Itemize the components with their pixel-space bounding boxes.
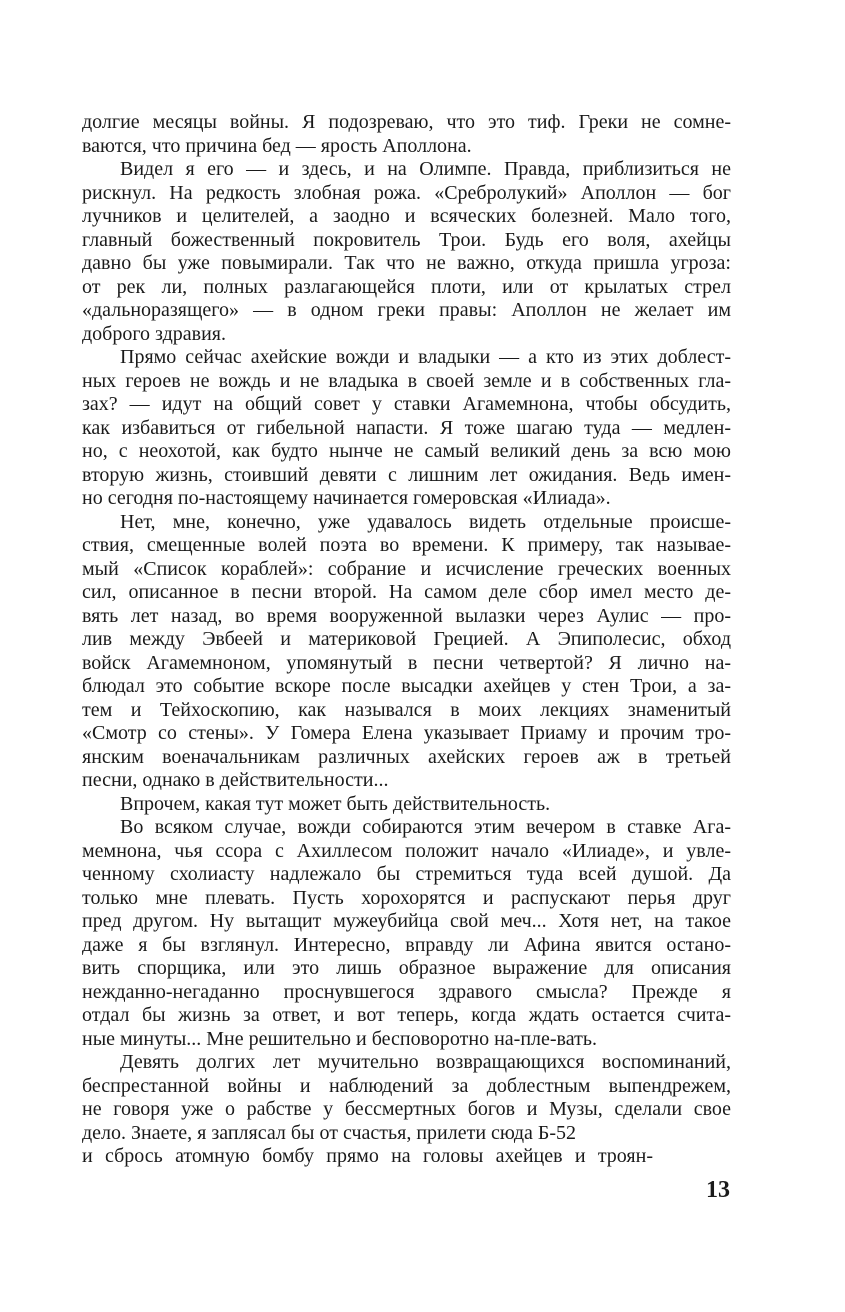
text-line: от рек ли, полных разлагающейся плоти, или от крылатых стрел	[82, 275, 731, 298]
text-line: блюдал это событие вскоре после высадки ахейцев у стен Трои, а за-	[82, 675, 731, 697]
text-line: и сбрось атомную бомбу прямо на головы ахейцев и троян-	[82, 1145, 653, 1167]
text-line: дело. Знаете, я заплясал бы от счастья, прилети сюда Б-52	[82, 1121, 577, 1144]
text-line: вять лет назад, во время вооруженной вылазки через Аулис — про-	[82, 604, 731, 627]
text-line: мемнона, чья ссора с Ахиллесом положит начало «Илиаде», и увле-	[82, 839, 731, 862]
text-line: Во всяком случае, вожди собираются этим вечером в ставке Ага-	[120, 816, 731, 838]
text-line: лучников и целителей, а заодно и всяческих болезней. Мало того,	[82, 205, 731, 227]
text-line: зах? — идут на общий совет у ставки Агамемнона, чтобы обсудить,	[82, 393, 731, 415]
text-line: вить спорщика, или это лишь образное выражение для описания	[82, 957, 731, 979]
text-line: рискнул. На редкость злобная рожа. «Сребролукий» Аполлон — бог	[82, 181, 731, 204]
text-line: ные минуты... Мне решительно и бесповоротно на-пле-вать.	[82, 1027, 597, 1050]
text-line: Девять долгих лет мучительно возвращающихся воспоминаний,	[120, 1051, 731, 1073]
text-line: «Смотр со стены». У Гомера Елена указывает Приаму и прочим тро-	[82, 722, 731, 744]
text-line: Видел я его — и здесь, и на Олимпе. Правда, приблизиться не	[120, 158, 731, 180]
text-line: тем и Тейхоскопию, как назывался в моих лекциях знаменитый	[82, 698, 731, 721]
text-line: Нет, мне, конечно, уже удавалось видеть отдельные происше-	[120, 510, 731, 533]
text-line: давно бы уже повымирали. Так что не важно, откуда пришла угроза:	[82, 252, 731, 274]
text-line: только мне плевать. Пусть хорохорятся и распускают перья друг	[82, 886, 731, 909]
text-line: нежданно-негаданно проснувшегося здравого смысла? Прежде я	[82, 980, 731, 1003]
text-line: но, с неохотой, как будто нынче не самый великий день за всю мою	[82, 440, 731, 462]
text-line: вторую жизнь, стоивший девяти с лишним лет ожидания. Ведь имен-	[82, 463, 731, 486]
text-line: долгие месяцы войны. Я подозреваю, что это тиф. Греки не сомне-	[82, 111, 731, 133]
text-line: ствия, смещенные волей поэта во времени. К примеру, так называе-	[82, 534, 731, 556]
text-line: Прямо сейчас ахейские вожди и владыки — а кто из этих доблест-	[120, 346, 731, 368]
text-line: ных героев не вождь и не владыка в своей земле и в собственных гла-	[82, 369, 731, 392]
text-line: не говоря уже о рабстве у бессмертных богов и Музы, сделали свое	[82, 1098, 731, 1120]
page-number: 13	[706, 1177, 730, 1203]
text-line: но сегодня по-настоящему начинается гомеровская «Илиада».	[82, 487, 611, 509]
text-line: войск Агамемноном, упомянутый в песни четвертой? Я лично на-	[82, 651, 731, 674]
text-line: «дальноразящего» — в одном греки правы: Аполлон не желает им	[82, 299, 731, 321]
text-line: как избавиться от гибельной напасти. Я тоже шагаю туда — медлен-	[82, 416, 731, 439]
text-line: сил, описанное в песни второй. На самом деле сбор имел место де-	[82, 581, 731, 603]
text-line: пред другом. Ну вытащит мужеубийца свой меч... Хотя нет, на такое	[82, 910, 731, 932]
text-line: янским военачальникам различных ахейских героев аж в третьей	[82, 745, 731, 768]
text-line: даже я бы взглянул. Интересно, вправду ли Афина явится останo-	[82, 933, 731, 956]
text-line: лив между Эвбеей и материковой Грецией. А Эпиполесис, обход	[82, 628, 731, 650]
text-line: мый «Список кораблей»: собрание и исчисление греческих военных	[82, 557, 731, 580]
text-line: ченному схолиасту надлежало бы стремиться туда всей душой. Да	[82, 863, 731, 885]
text-line: ваются, что причина бед — ярость Аполлона.	[82, 134, 472, 157]
text-line: отдал бы жизнь за ответ, и вот теперь, когда ждать остается счита-	[82, 1004, 731, 1026]
text-line: Впрочем, какая тут может быть действительность.	[120, 792, 551, 815]
text-line: песни, однако в действительности...	[82, 769, 389, 791]
text-line: главный божественный покровитель Трои. Будь его воля, ахейцы	[82, 228, 731, 251]
text-line: беспрестанной войны и наблюдений за доблестным выпендрежем,	[82, 1074, 731, 1097]
text-line: доброго здравия.	[82, 322, 226, 345]
